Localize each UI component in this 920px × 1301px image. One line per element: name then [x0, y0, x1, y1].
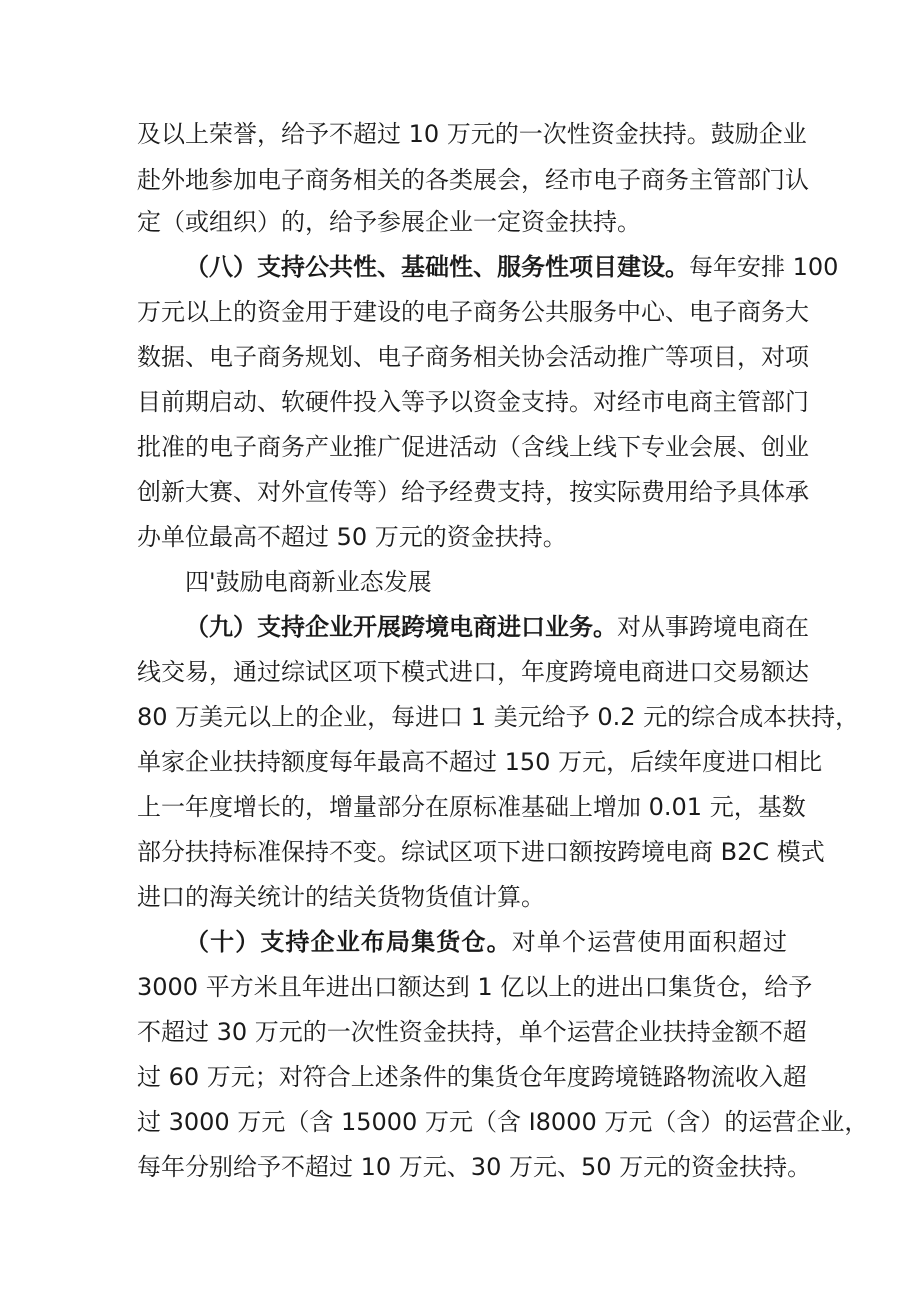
paragraph-line: 部分扶持标准保持不变。综试区项下进口额按跨境电商 B2C 模式 — [137, 838, 825, 866]
paragraph-line: 数据、电子商务规划、电子商务相关协会活动推广等项目，对项 — [137, 343, 809, 371]
paragraph-line: 万元以上的资金用于建设的电子商务公共服务中心、电子商务大 — [137, 298, 809, 326]
paragraph-text: 对从事跨境电商在 — [617, 613, 809, 641]
paragraph-first-line — [185, 247, 839, 287]
paragraph-text: 对单个运营使用面积超过 — [511, 928, 788, 956]
paragraph-line: 线交易，通过综试区项下模式进口，年度跨境电商进口交易额达 — [137, 658, 809, 686]
paragraph-line: 每年分别给予不超过 10 万元、30 万元、50 万元的资金扶持。 — [137, 1153, 812, 1181]
paragraph-line: 3000 平方米且年进出口额达到 1 亿以上的进出口集货仓，给予 — [137, 973, 813, 1001]
paragraph-line: 进口的海关统计的结关货物货值计算。 — [137, 883, 545, 911]
section-heading-8: （八）支持公共性、基础性、服务性项目建设。 — [185, 253, 689, 281]
section-heading-10: （十）支持企业布局集货仓。 — [185, 928, 512, 956]
paragraph-line: 不超过 30 万元的一次性资金扶持，单个运营企业扶持金额不超 — [137, 1018, 807, 1046]
paragraph-first-line — [185, 607, 809, 647]
paragraph-line: 单家企业扶持额度每年最高不超过 150 万元，后续年度进口相比 — [137, 748, 823, 776]
paragraph-line: 赴外地参加电子商务相关的各类展会，经市电子商务主管部门认 — [137, 166, 809, 194]
paragraph-line: 过 60 万元；对符合上述条件的集货仓年度跨境链路物流收入超 — [137, 1063, 807, 1091]
paragraph-line: 80 万美元以上的企业，每进口 1 美元给予 0.2 元的综合成本扶持， — [137, 703, 860, 731]
paragraph-line: 过 3000 万元（含 15000 万元（含 I8000 万元（含）的运营企业， — [137, 1108, 869, 1136]
paragraph-line: 定（或组织）的，给予参展企业一定资金扶持。 — [137, 208, 641, 236]
paragraph-first-line — [185, 922, 787, 962]
paragraph-line: 及以上荣誉，给予不超过 10 万元的一次性资金扶持。鼓励企业 — [137, 120, 807, 148]
paragraph-line: 上一年度增长的，增量部分在原标准基础上增加 0.01 元，基数 — [137, 793, 806, 821]
paragraph-line: 办单位最高不超过 50 万元的资金扶持。 — [137, 523, 567, 551]
paragraph-line: 批准的电子商务产业推广促进活动（含线上线下专业会展、创业 — [137, 433, 809, 461]
paragraph-text: 每年安排 100 — [689, 253, 839, 281]
section-title: 四'鼓励电商新业态发展 — [185, 568, 432, 596]
paragraph-line: 创新大赛、对外宣传等）给予经费支持，按实际费用给予具体承 — [137, 478, 809, 506]
paragraph-line: 目前期启动、软硬件投入等予以资金支持。对经市电商主管部门 — [137, 388, 809, 416]
section-heading-9: （九）支持企业开展跨境电商进口业务。 — [185, 613, 617, 641]
